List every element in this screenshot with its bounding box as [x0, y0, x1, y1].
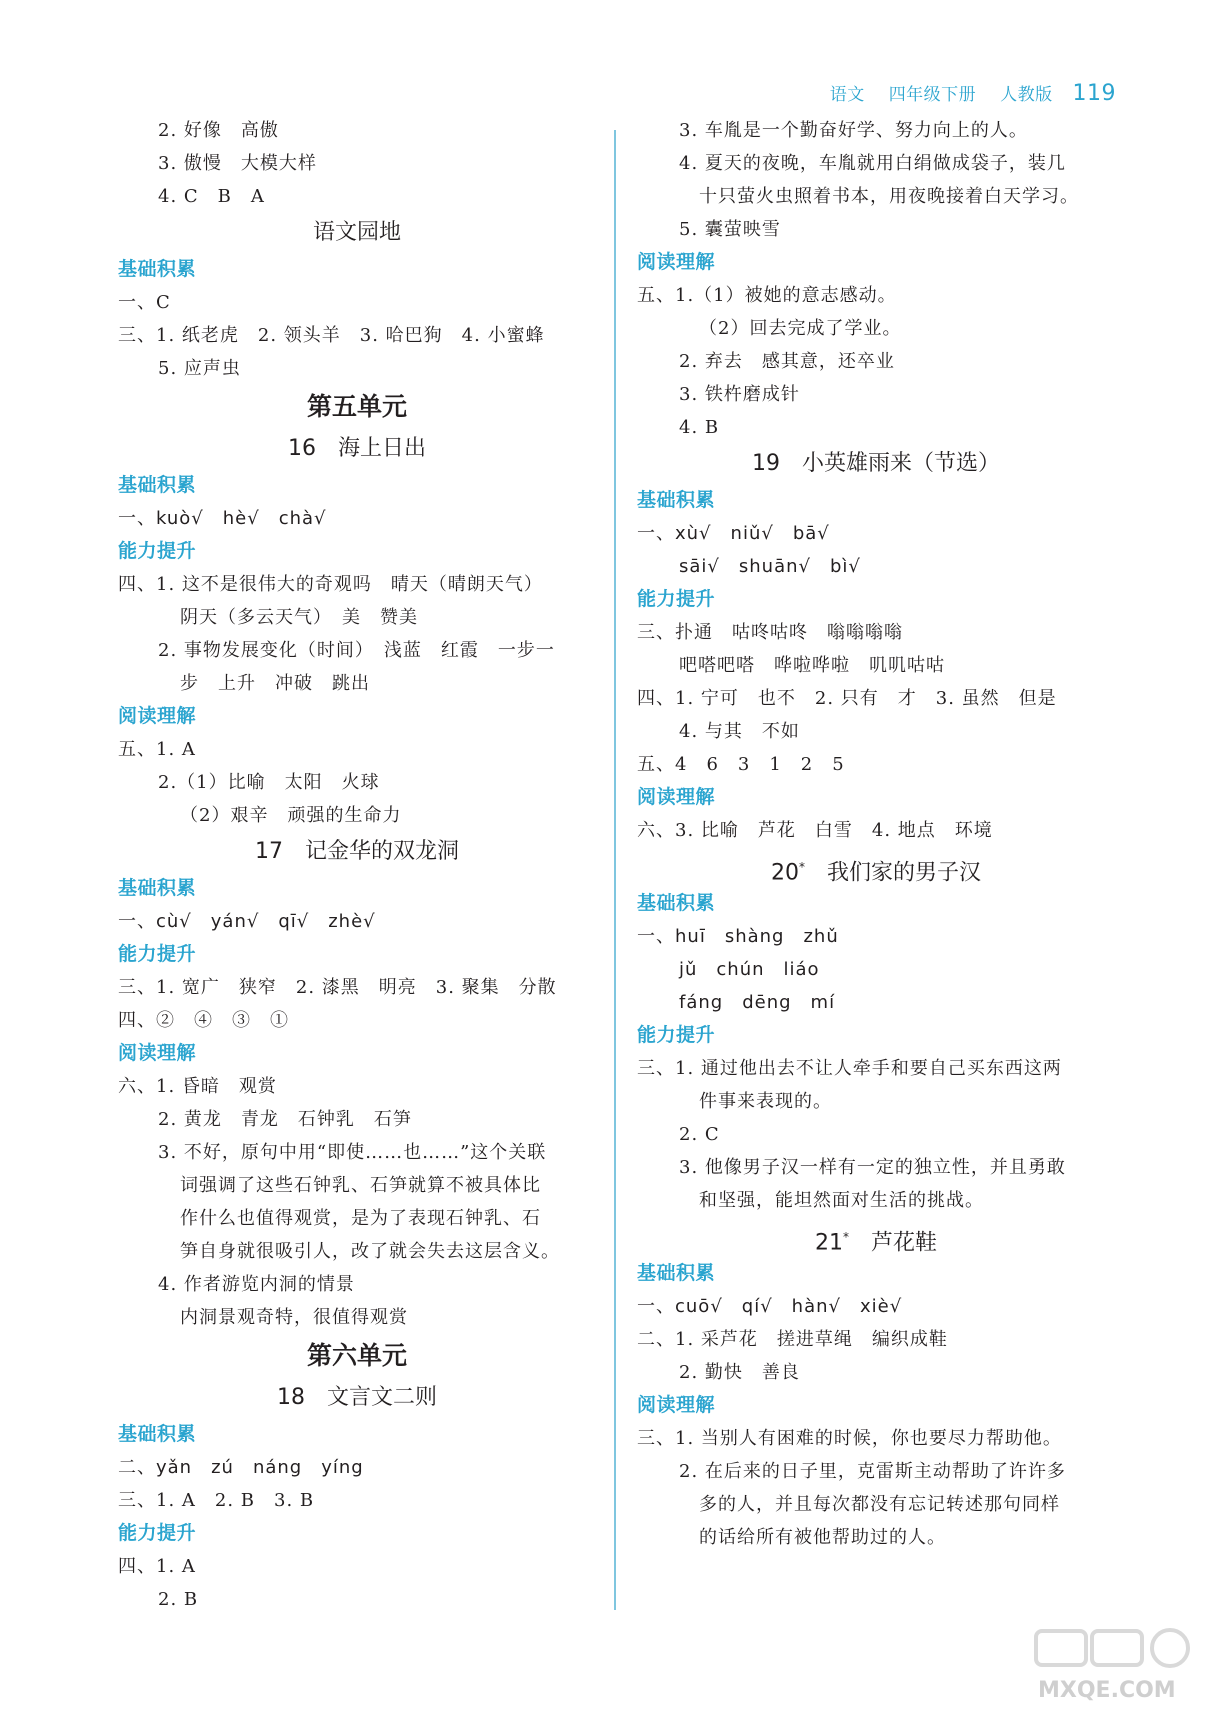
answer-line: 一、cù√ yán√ qī√ zhè√	[118, 911, 376, 932]
answer-line: sāi√ shuān√ bì√	[679, 556, 861, 577]
answer-line: 二、yǎn zú náng yíng	[118, 1457, 364, 1478]
answer-circle-logo-icon	[1032, 1627, 1200, 1703]
header-subject: 语文	[829, 85, 865, 105]
answer-line: 作什么也值得观赏，是为了表现石钟乳、石	[180, 1208, 541, 1229]
unit-heading: 第六单元	[306, 1341, 407, 1370]
answer-line: 三、1. 通过他出去不让人牵手和要自己买东西这两	[637, 1058, 1062, 1079]
section-heading: 基础积累	[637, 1262, 716, 1284]
lesson-number: 21	[814, 1230, 843, 1256]
answer-line: 二、1. 采芦花 搓进草绳 编织成鞋	[637, 1329, 948, 1350]
answer-line: 三、1. 宽广 狭窄 2. 漆黑 明亮 3. 聚集 分散	[118, 977, 557, 998]
answer-line: 五、1. A	[118, 739, 196, 760]
answer-line: 十只萤火虫照着书本，用夜晚接着白天学习。	[699, 186, 1079, 207]
answer-line: 五、1.（1）被她的意志感动。	[637, 285, 897, 306]
answer-line: 4. 夏天的夜晚，车胤就用白绢做成袋子，装几	[679, 153, 1066, 174]
answer-line: 六、1. 昏暗 观赏	[118, 1076, 277, 1097]
answer-line: 4. 与其 不如	[679, 721, 800, 742]
lesson-number: 20	[770, 860, 799, 886]
section-heading: 阅读理解	[118, 1042, 197, 1064]
answer-line: 5. 应声虫	[158, 358, 241, 379]
lesson-name: 芦花鞋	[871, 1230, 938, 1256]
answer-line: （2）回去完成了学业。	[699, 318, 902, 339]
left-column	[118, 114, 596, 1616]
answer-line: 一、cuō√ qí√ hàn√ xiè√	[637, 1296, 903, 1317]
section-heading: 基础积累	[118, 474, 197, 496]
header-edition: 人教版	[1000, 85, 1053, 105]
answer-line: 2. 勤快 善良	[679, 1362, 800, 1383]
page-header	[716, 80, 1116, 106]
optional-lesson-mark: *	[798, 860, 805, 874]
section-heading: 能力提升	[118, 540, 197, 562]
answer-line: 3. 铁杵磨成针	[679, 384, 800, 405]
answer-line: 3. 傲慢 大模大样	[158, 153, 317, 174]
answer-line: 的话给所有被他帮助过的人。	[699, 1527, 946, 1548]
answer-line: 2. 好像 高傲	[158, 120, 279, 141]
lesson-title: 17 记金华的双龙洞	[255, 839, 459, 864]
header-grade: 四年级下册	[888, 85, 977, 105]
section-heading: 阅读理解	[637, 251, 716, 273]
section-heading: 能力提升	[118, 943, 197, 965]
answer-line: 2. 事物发展变化（时间） 浅蓝 红霞 一步一	[158, 640, 555, 661]
answer-line: 四、② ④ ③ ①	[118, 1010, 289, 1031]
answer-line: 4. 作者游览内洞的情景	[158, 1274, 355, 1295]
answer-line: 和坚强，能坦然面对生活的挑战。	[699, 1190, 984, 1211]
lesson-title	[637, 847, 1115, 887]
lesson-name: 我们家的男子汉	[827, 860, 982, 886]
lesson-title: 16 海上日出	[288, 436, 426, 461]
lesson-title: 18 文言文二则	[277, 1385, 437, 1410]
answer-line: （2）艰辛 顽强的生命力	[180, 805, 402, 826]
answer-line: 一、C	[118, 292, 171, 313]
answer-line: 吧嗒吧嗒 哗啦哗啦 叽叽咕咕	[679, 655, 945, 676]
answer-line: 一、kuò√ hè√ chà√	[118, 508, 327, 529]
answer-line: 三、1. 纸老虎 2. 领头羊 3. 哈巴狗 4. 小蜜蜂	[118, 325, 545, 346]
section-heading: 基础积累	[118, 1423, 197, 1445]
answer-line: 三、1. 当别人有困难的时候，你也要尽力帮助他。	[637, 1428, 1062, 1449]
answer-line: 四、1. 这不是很伟大的奇观吗 晴天（晴朗天气）	[118, 574, 543, 595]
lesson-title: 19 小英雄雨来（节选）	[752, 451, 1000, 476]
answer-line: fáng dēng mí	[679, 992, 836, 1013]
answer-line: 3. 车胤是一个勤奋好学、努力向上的人。	[679, 120, 1028, 141]
column-divider	[614, 130, 616, 1610]
right-column	[637, 114, 1115, 1554]
answer-line: 3. 不好，原句中用“即使……也……”这个关联	[158, 1142, 547, 1163]
watermark	[1032, 1627, 1200, 1703]
answer-line: 4. B	[679, 417, 720, 438]
answer-line: jǔ chún liáo	[679, 959, 820, 980]
section-heading: 基础积累	[118, 877, 197, 899]
answer-line: 笋自身就很吸引人，改了就会失去这层含义。	[180, 1241, 560, 1262]
section-heading: 阅读理解	[637, 1394, 716, 1416]
section-heading: 能力提升	[637, 1024, 716, 1046]
answer-line: 六、3. 比喻 芦花 白雪 4. 地点 环境	[637, 820, 993, 841]
answer-line: 四、1. 宁可 也不 2. 只有 才 3. 虽然 但是	[637, 688, 1057, 709]
answer-line: 2. B	[158, 1589, 199, 1610]
answer-line: 五、4 6 3 1 2 5	[637, 754, 845, 775]
answer-line: 2. 在后来的日子里，克雷斯主动帮助了许许多	[679, 1461, 1066, 1482]
answer-line: 2. 弃去 感其意，还卒业	[679, 351, 895, 372]
section-heading: 基础积累	[118, 258, 197, 280]
answer-line: 2. 黄龙 青龙 石钟乳 石笋	[158, 1109, 412, 1130]
section-heading: 基础积累	[637, 489, 716, 511]
answer-line: 四、1. A	[118, 1556, 196, 1577]
section-heading: 基础积累	[637, 892, 716, 914]
answer-line: 三、1. A 2. B 3. B	[118, 1490, 315, 1511]
answer-line: 3. 他像男子汉一样有一定的独立性，并且勇敢	[679, 1157, 1066, 1178]
page-number: 119	[1072, 81, 1116, 106]
lesson-title	[637, 1217, 1115, 1257]
answer-line: 4. C B A	[158, 186, 265, 207]
answer-line: 步 上升 冲破 跳出	[180, 673, 370, 694]
answer-line: 件事来表现的。	[699, 1091, 832, 1112]
section-heading: 阅读理解	[637, 786, 716, 808]
answer-line: 一、huī shàng zhǔ	[637, 926, 839, 947]
optional-lesson-mark: *	[842, 1230, 849, 1244]
answer-line: 内洞景观奇特，很值得观赏	[180, 1307, 408, 1328]
answer-line: 阴天（多云天气） 美 赞美	[180, 607, 418, 628]
answer-line: 2.（1）比喻 太阳 火球	[158, 772, 380, 793]
answer-line: 词强调了这些石钟乳、石笋就算不被具体比	[180, 1175, 541, 1196]
watermark-text: MXQE.COM	[1038, 1678, 1176, 1703]
lesson-title: 语文园地	[312, 220, 401, 245]
unit-heading: 第五单元	[306, 392, 407, 421]
section-heading: 阅读理解	[118, 705, 197, 727]
answer-line: 多的人，并且每次都没有忘记转述那句同样	[699, 1494, 1060, 1515]
section-heading: 能力提升	[637, 588, 716, 610]
section-heading: 能力提升	[118, 1522, 197, 1544]
answer-line: 5. 囊萤映雪	[679, 219, 781, 240]
answer-line: 三、扑通 咕咚咕咚 嗡嗡嗡嗡	[637, 622, 903, 643]
answer-line: 2. C	[679, 1124, 720, 1145]
answer-line: 一、xù√ niǔ√ bā√	[637, 523, 830, 544]
